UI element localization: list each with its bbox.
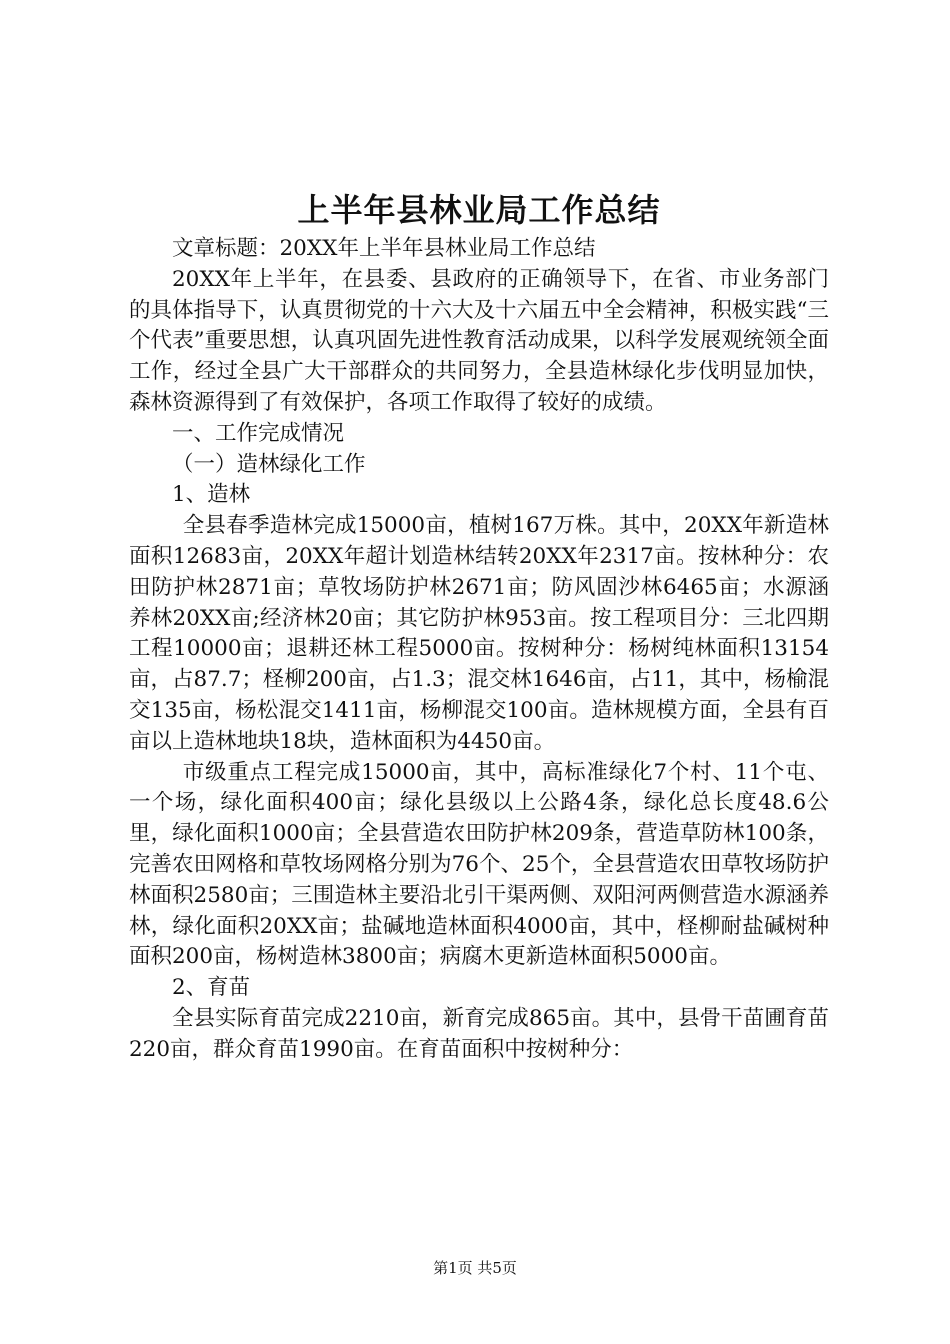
document-page xyxy=(129,0,829,1344)
section-heading: 一、工作完成情况 xyxy=(172,420,345,446)
document-body xyxy=(129,234,829,1066)
document-title: 上半年县林业局工作总结 xyxy=(297,191,661,229)
seedlings-paragraph: 全县实际育苗完成2210亩，新育完成865亩。其中，县骨干苗圃育苗220亩，群众育苗1990亩。在育苗面积中按树种分： xyxy=(129,1005,829,1062)
page-footer: 第1页 共5页 xyxy=(433,1259,517,1277)
item-heading-seedlings: 2、育苗 xyxy=(172,975,251,1001)
key-projects-paragraph: 市级重点工程完成15000亩，其中，高标准绿化7个村、11个屯、一个场，绿化面积400亩；绿化县级以上公路4条，绿化总长度48.6公里，绿化面积1000亩；全县营造农田防护林209条，营造草防林100条，完善农田网格和草牧场网格分别为76个、25个，全县营造农田草牧场防护林面积2580亩；三围造林主要沿北引干渠两侧、双阳河两侧营造水源涵养林，绿化面积20XX亩；盐碱地造林面积4000亩，其中，柽柳耐盐碱树种面积200亩，杨树造林3800亩；病腐木更新造林面积5000亩。 xyxy=(129,759,829,970)
article-title-line: 文章标题：20XX年上半年县林业局工作总结 xyxy=(172,236,596,261)
item-heading-afforestation: 1、造林 xyxy=(172,482,251,508)
afforestation-paragraph: 全县春季造林完成15000亩，植树167万株。其中，20XX年新造林面积12683亩，20XX年超计划造林结转20XX年2317亩。按林种分：农田防护林2871亩；草牧场防护林2671亩；防风固沙林6465亩；水源涵养林20XX亩;经济林20亩；其它防护林953亩。按工程项目分：三北四期工程10000亩；退耕还林工程5000亩。按树种分：杨树纯林面积13154亩，占87.7；柽柳200亩，占1.3；混交林1646亩，占11，其中，杨榆混交135亩，杨松混交1411亩，杨柳混交100亩。造林规模方面，全县有百亩以上造林地块18块，造林面积为4450亩。 xyxy=(129,513,829,754)
subsection-heading: （一）造林绿化工作 xyxy=(172,451,366,477)
intro-paragraph: 20XX年上半年，在县委、县政府的正确领导下，在省、市业务部门的具体指导下，认真贯彻党的十六大及十六届五中全会精神，积极实践“三个代表”重要思想，认真巩固先进性教育活动成果，以科学发展观统领全面工作，经过全县广大干部群众的共同努力，全县造林绿化步伐明显加快，森林资源得到了有效保护，各项工作取得了较好的成绩。 xyxy=(129,266,829,415)
